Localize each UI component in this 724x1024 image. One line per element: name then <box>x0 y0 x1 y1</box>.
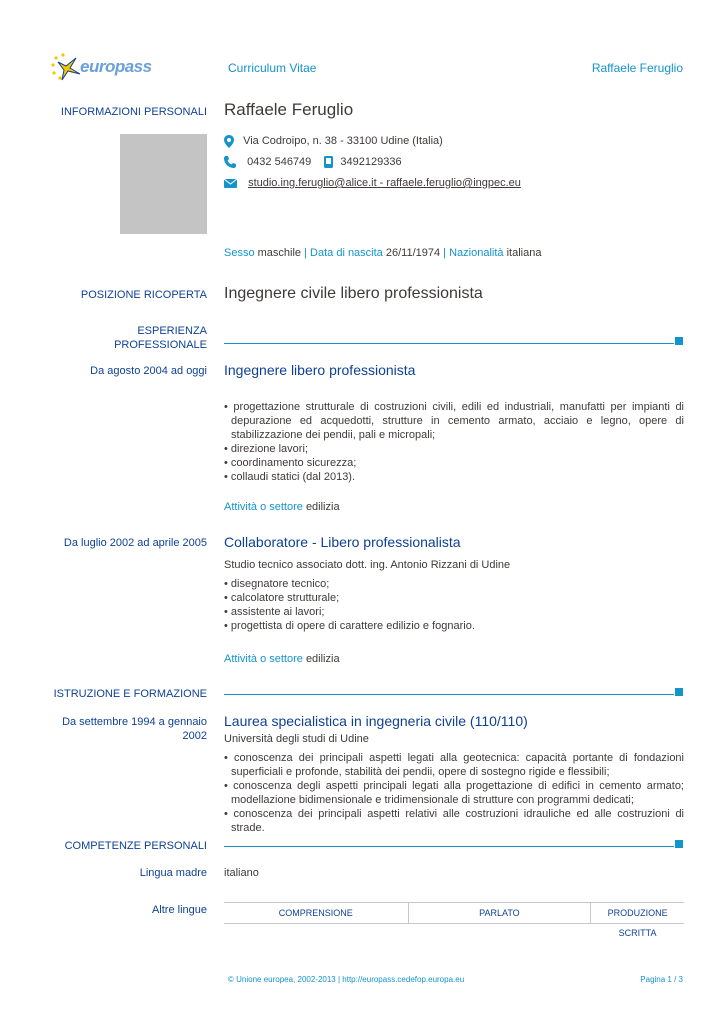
section-label-skills: COMPETENZE PERSONALI <box>64 840 207 852</box>
mother-tongue-label: Lingua madre <box>139 867 207 879</box>
col-writing: PRODUZIONE SCRITTA <box>607 908 668 938</box>
experience-employer-2: Studio tecnico associato dott. ing. Antonio Rizzani di Udine <box>224 559 511 571</box>
mother-tongue-value: italiano <box>224 867 259 879</box>
europass-logo-text: europass <box>80 57 152 76</box>
list-item: • disegnatore tecnico; <box>224 578 330 590</box>
header-name: Raffaele Feruglio <box>591 61 683 75</box>
experience-title-2: Collaboratore - Libero professionalista <box>224 534 461 550</box>
personal-details: Sesso maschile | Data di nascita 26/11/1974 | Nazionalità italiana <box>224 247 542 259</box>
footer-copyright: © Unione europea, 2002-2013 | http://europass.cedefop.europa.eu <box>228 975 465 984</box>
col-comprehension: COMPRENSIONE <box>224 903 409 923</box>
experience-divider-marker <box>675 337 683 345</box>
sector-label-2: Attività o settore <box>224 653 303 665</box>
list-item: • progettazione strutturale di costruzioni civili, edili ed industriali, manufatti per impianti di depurazione ed acquedotti, strutture in cemento armato, acciaio e legno, opere di stabilizzazione dei pendii, pali e micropali; <box>224 401 684 441</box>
phone-icon <box>224 156 236 168</box>
education-date: Da settembre 1994 a gennaio 2002 <box>62 716 207 742</box>
section-label-experience: ESPERIENZA PROFESSIONALE <box>114 325 207 351</box>
list-item: • conoscenza degli aspetti principali legati alla progettazione di edifici in cemento armato; modellazione bidimensionale e tridimensionale di strutture con programmi dedicati; <box>224 780 684 806</box>
education-divider <box>224 694 674 695</box>
sector-row-2 <box>224 653 340 665</box>
education-title: Laurea specialistica in ingegneria civile (110/110) <box>224 713 528 729</box>
education-divider-marker <box>675 688 683 696</box>
sex-label: Sesso <box>224 247 255 259</box>
mobile-icon <box>324 156 333 168</box>
location-pin-icon <box>224 135 234 148</box>
skills-divider <box>224 846 674 847</box>
sector-label-1: Attività o settore <box>224 501 303 513</box>
footer-page: Pagina 1 / 3 <box>640 975 683 984</box>
col-speaking: PARLATO <box>409 903 592 923</box>
list-item: • calcolatore strutturale; <box>224 592 340 604</box>
sector-value-2: edilizia <box>305 653 340 665</box>
email-row <box>224 176 521 190</box>
nationality-value: italiana <box>506 247 542 259</box>
education-institution: Università degli studi di Udine <box>224 733 369 745</box>
person-name: Raffaele Feruglio <box>224 100 354 119</box>
other-languages-label: Altre lingue <box>151 904 207 916</box>
list-item: • conoscenza dei principali aspetti relativi alle costruzioni idrauliche ed alle costruzioni di strade. <box>224 808 684 834</box>
nationality-label: Nazionalità <box>449 247 504 259</box>
experience-divider <box>224 343 674 344</box>
list-item: • progettista di opere di carattere edilizio e fognario. <box>224 620 475 632</box>
list-item: • collaudi statici (dal 2013). <box>224 471 356 483</box>
address-row <box>224 134 443 148</box>
address-text: Via Codroipo, n. 38 - 33100 Udine (Italia) <box>243 135 443 147</box>
experience-bullets-1 <box>224 400 684 484</box>
sector-row-1 <box>224 501 340 513</box>
list-item: • coordinamento sicurezza; <box>224 457 357 469</box>
phone-text: 0432 546749 <box>247 156 312 168</box>
list-item: • conoscenza dei principali aspetti legati alla geotecnica: capacità portante di fondazioni superficiali e profonde, stabilità dei pendii, opere di sostegno rigide e flessibili; <box>224 752 684 778</box>
skills-divider-marker <box>675 840 683 848</box>
europass-stars-icon <box>50 52 84 82</box>
education-bullets <box>224 751 684 835</box>
position-value: Ingegnere civile libero professionista <box>224 285 483 302</box>
experience-bullets-2 <box>224 577 684 633</box>
experience-date-2: Da luglio 2002 ad aprile 2005 <box>63 537 207 549</box>
section-label-personal: INFORMAZIONI PERSONALI <box>60 106 207 118</box>
sector-value-1: edilizia <box>305 501 340 513</box>
experience-date-1: Da agosto 2004 ad oggi <box>90 365 207 377</box>
phone-row <box>224 155 402 169</box>
mobile-text: 3492129336 <box>340 156 402 168</box>
list-item: • direzione lavori; <box>224 443 308 455</box>
doc-title: Curriculum Vitae <box>228 61 317 75</box>
sex-value: maschile <box>257 247 302 259</box>
experience-title-1: Ingegnere libero professionista <box>224 362 416 378</box>
birth-value: 26/11/1974 <box>385 247 441 259</box>
email-link[interactable]: studio.ing.feruglio@alice.it - raffaele.feruglio@ingpec.eu <box>248 177 521 189</box>
section-label-position: POSIZIONE RICOPERTA <box>80 289 207 301</box>
section-label-education: ISTRUZIONE E FORMAZIONE <box>53 688 207 700</box>
languages-table-header <box>224 902 684 938</box>
europass-logo <box>50 52 150 82</box>
birth-label: Data di nascita <box>310 247 383 259</box>
email-icon <box>224 179 237 188</box>
list-item: • assistente ai lavori; <box>224 606 325 618</box>
photo-placeholder <box>120 134 207 234</box>
